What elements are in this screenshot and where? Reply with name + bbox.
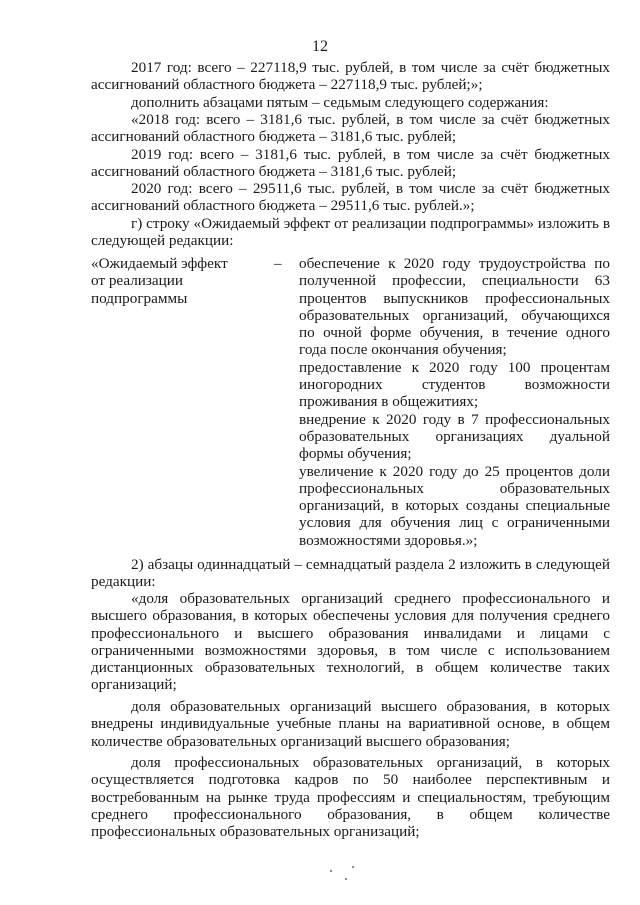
effect-item-dual-education: внедрение к 2020 году в 7 профессиональных образовательных организациях дуальной формы обучения; <box>299 410 610 463</box>
paragraph-share-top50-training: доля профессиональных образовательных организаций, в которых осуществляется подготовка кадров по 50 наиболее перспективным и востребованным на рынке труда профессиям и специальностям, требующим среднего профессионального образования, в общем количестве профессиональных образовательных организаций; <box>91 754 610 841</box>
paragraph-section2-intro: 2) абзацы одиннадцатый – семнадцатый раздела 2 изложить в следующей редакции: <box>91 556 610 591</box>
paragraph-2018-budget: «2018 год: всего – 3181,6 тыс. рублей, в том числе за счёт бюджетных ассигнований областного бюджета – 3181,6 тыс. рублей; <box>91 111 610 146</box>
paragraph-2020-budget: 2020 год: всего – 29511,6 тыс. рублей, в том числе за счёт бюджетных ассигнований областного бюджета – 29511,6 тыс. рублей.»; <box>91 180 610 215</box>
effect-item-dormitories: предоставление к 2020 году 100 процентам иногородних студентов возможности проживания в общежитиях; <box>299 358 610 411</box>
scan-speck <box>330 870 332 872</box>
table-dash: – <box>274 255 282 272</box>
paragraph-add-clauses: дополнить абзацами пятым – седьмым следующего содержания: <box>131 94 549 111</box>
table-left-label: «Ожидаемый эффект от реализации подпрограммы <box>91 255 228 307</box>
scan-speck <box>352 866 354 868</box>
paragraph-2017-budget: 2017 год: всего – 227118,9 тыс. рублей, в том числе за счёт бюджетных ассигнований областного бюджета – 227118,9 тыс. рублей;»; <box>91 59 610 94</box>
paragraph-share-individual-plans: доля образовательных организаций высшего образования, в которых внедрены индивидуальные учебные планы на вариативной основе, в общем количестве образовательных организаций высшего образования; <box>91 698 610 750</box>
table-right-items <box>299 255 610 549</box>
effect-item-special-conditions: увеличение к 2020 году до 25 процентов доли профессиональных образовательных организаций, в которых созданы специальные условия для обучения лиц с ограниченными возможностями здоровья.»; <box>299 462 610 549</box>
effect-item-employment: обеспечение к 2020 году трудоустройства по полученной профессии, специальности 63 процентов выпускников профессиональных образовательных организаций, обучающихся по очной форме обучения, в течение одного года после окончания обучения; <box>299 255 610 359</box>
scan-speck <box>345 878 347 880</box>
paragraph-expected-effect-intro: г) строку «Ожидаемый эффект от реализации подпрограммы» изложить в следующей редакции: <box>91 215 610 250</box>
paragraph-share-disabled-conditions: «доля образовательных организаций среднего профессионального и высшего образования, в которых обеспечены условия для получения среднего профессионального и высшего образования инвалидами и лицами с ограниченными возможностями здоровья, в том числе с использованием дистанционных образовательных технологий, в общем количестве таких организаций; <box>91 590 610 694</box>
paragraph-2019-budget: 2019 год: всего – 3181,6 тыс. рублей, в том числе за счёт бюджетных ассигнований областного бюджета – 3181,6 тыс. рублей; <box>91 146 610 181</box>
page-number: 12 <box>312 38 328 55</box>
